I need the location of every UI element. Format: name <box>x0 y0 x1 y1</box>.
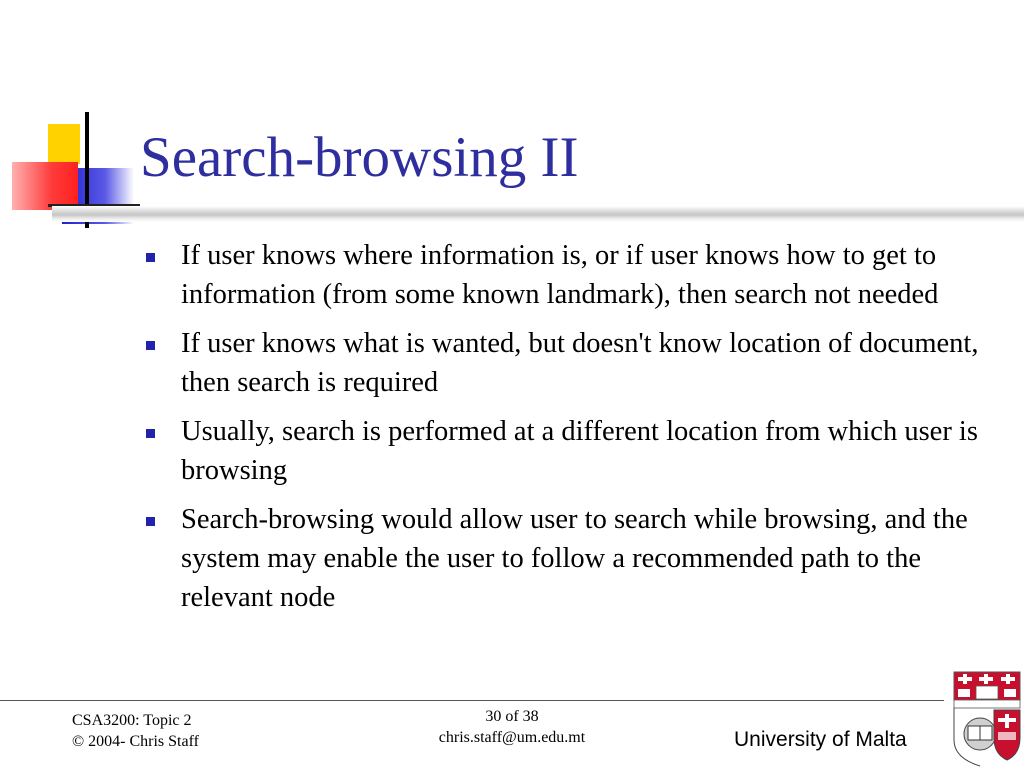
footer-page-info <box>412 706 612 748</box>
university-crest-logo <box>950 668 1024 768</box>
bullet-text: If user knows where information is, or if user knows how to get to information (from some known landmark), then search not needed <box>181 240 939 310</box>
bullet-item <box>140 500 1000 617</box>
bullet-item <box>140 324 1000 402</box>
footer-course-info <box>72 710 199 752</box>
page-number: 30 of 38 <box>485 708 539 725</box>
bullet-item <box>140 412 1000 490</box>
footer-course: CSA3200: Topic 2 <box>72 712 192 729</box>
bullet-text: Usually, search is performed at a different location from which user is browsing <box>181 416 978 486</box>
footer-institution: University of Malta <box>734 728 907 751</box>
bullet-square-icon <box>146 517 155 526</box>
footer-copyright: © 2004- Chris Staff <box>72 733 199 750</box>
footer-divider <box>0 700 944 701</box>
bullet-square-icon <box>146 429 155 438</box>
bullet-item <box>140 236 1000 314</box>
bullet-square-icon <box>146 253 155 262</box>
bullet-list <box>140 236 1000 627</box>
footer-email: chris.staff@um.edu.mt <box>438 729 586 746</box>
red-square <box>12 162 78 210</box>
bullet-square-icon <box>146 341 155 350</box>
bullet-text: If user knows what is wanted, but doesn't know location of document, then search is required <box>181 328 979 398</box>
yellow-square <box>48 124 80 164</box>
title-underline <box>52 206 1024 222</box>
bullet-text: Search-browsing would allow user to search while browsing, and the system may enable the user to follow a recommended path to the relevant node <box>181 504 968 613</box>
slide-title: Search-browsing II <box>140 126 579 189</box>
corner-decoration <box>0 0 140 240</box>
